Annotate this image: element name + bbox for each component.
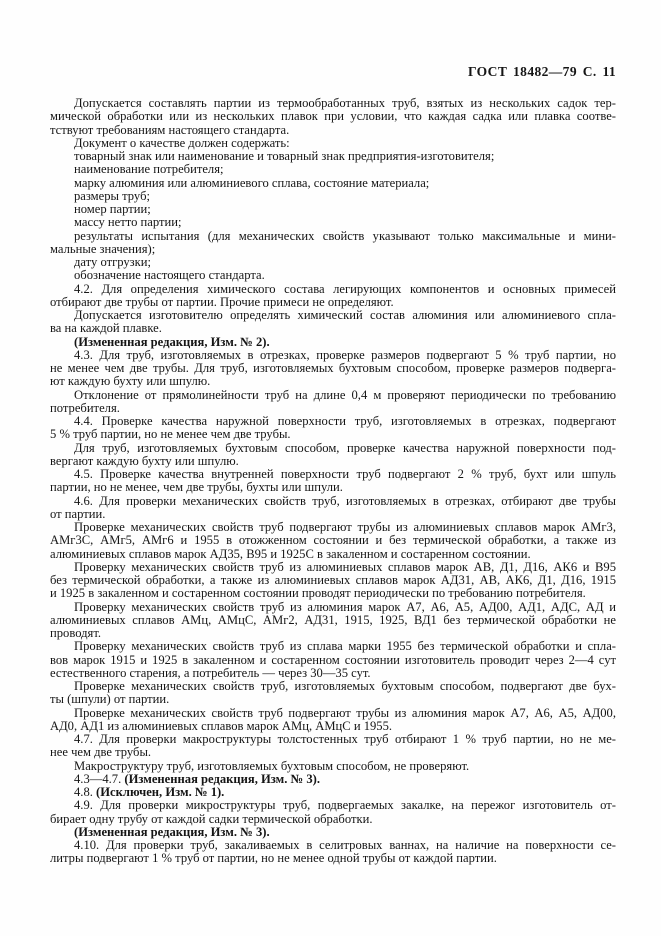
body-text: Допускается составлять партии из термообработанных труб, взятых из нескольких садок тер- <box>74 96 616 110</box>
text-line <box>50 826 616 839</box>
text-line <box>50 389 616 402</box>
text-line <box>50 852 616 865</box>
text-line <box>50 190 616 203</box>
body-text: от партии. <box>50 506 106 521</box>
body-text: 4.3. Для труб, изготовляемых в отрезках, проверке размеров подвергают 5 % труб партии, но <box>74 347 616 362</box>
amendment-note-text: (Исключен, Изм. № 1). <box>96 785 225 799</box>
body-text: 4.8. <box>74 785 97 799</box>
text-line <box>50 216 616 229</box>
body-text: Документ о качестве должен содержать: <box>74 135 290 150</box>
text-line <box>50 455 616 468</box>
body-text: Отклонение от прямолинейности труб на длине 0,4 м проверяют периодически по требованию <box>74 387 616 402</box>
body-text: 4.5. Проверке качества внутренней поверхности труб подвергают 2 % труб, бухт или шпуль <box>74 467 616 481</box>
body-text: номер партии; <box>74 202 151 216</box>
body-text: мальные значения); <box>50 241 156 256</box>
text-line <box>50 243 616 256</box>
body-text: потребителя. <box>50 400 120 415</box>
text-line <box>50 760 616 773</box>
text-line <box>50 375 616 388</box>
text-line <box>50 746 616 759</box>
text-line <box>50 203 616 216</box>
text-line <box>50 680 616 693</box>
amendment-note-text: (Измененная редакция, Изм. № 3). <box>124 771 321 786</box>
body-text: марку алюминия или алюминиевого сплава, состояние материала; <box>74 175 430 190</box>
text-line <box>50 415 616 428</box>
body-text: наименование потребителя; <box>74 162 224 177</box>
body-text: вов марок 1915 и 1925 в закаленном и состаренном состоянии изготовитель проводит через 2—4 сут <box>50 652 616 667</box>
text-line <box>50 773 616 786</box>
text-line <box>50 733 616 746</box>
body-text: ют каждую бухту или шпулю. <box>50 374 211 389</box>
text-line <box>50 693 616 706</box>
text-line <box>50 548 616 561</box>
text-line <box>50 137 616 150</box>
body-text: результаты испытания (для механических свойств указывают только максимальные и мини- <box>74 228 616 243</box>
body-text: дату отгрузки; <box>74 255 152 269</box>
body-text: ты (шпули) от партии. <box>50 692 170 707</box>
body-text: алюминиевых сплавов АМц, АМцС, АМг2, АД31, 1915, 1925, ВД1 без термической обработки не <box>50 612 616 627</box>
text-line <box>50 150 616 163</box>
body-text: Проверку механических свойств труб из сплава марки 1955 без термической обработки и спла- <box>74 639 616 654</box>
body-text: товарный знак или наименование и товарный знак предприятия-изготовителя; <box>74 149 495 163</box>
text-line <box>50 309 616 322</box>
body-text: Проверке механических свойств труб подвергают трубы из алюминия марок А7, А6, А5, АД00, <box>74 705 616 720</box>
text-line <box>50 667 616 680</box>
page-header-gost-number: ГОСТ 18482—79 С. 11 <box>467 64 616 79</box>
body-text: Проверке механических свойств труб, изготовляемых бухтовым способом, подвергают две бух- <box>74 679 616 693</box>
body-text: 4.6. Для проверки механических свойств труб, изготовляемых в отрезках, отбирают две трубы <box>74 493 616 508</box>
text-line <box>50 574 616 587</box>
text-line <box>50 402 616 415</box>
body-text: нее чем две трубы. <box>50 745 152 760</box>
amendment-note-text: (Измененная редакция, Изм. № 2). <box>74 334 270 349</box>
body-text: 4.4. Проверке качества наружной поверхности труб, изготовляемых в отрезках, подвергают <box>74 414 616 428</box>
body-text: 4.10. Для проверки труб, закаливаемых в селитровых ваннах, на наличие на поверхности се- <box>74 838 616 852</box>
text-line <box>50 813 616 826</box>
body-text: обозначение настоящего стандарта. <box>74 268 265 283</box>
text-line <box>50 508 616 521</box>
body-text: АД0, АД1 из алюминиевых сплавов марок АМц, АМцС и 1955. <box>50 718 393 733</box>
text-line <box>50 654 616 667</box>
body-text: 4.2. Для определения химического состава легирующих компонентов и основных примесей <box>74 281 616 296</box>
body-text: бирает одну трубу от каждой садки термической обработки. <box>50 811 373 826</box>
text-line <box>50 124 616 137</box>
text-line <box>50 601 616 614</box>
text-line <box>50 442 616 455</box>
body-text: Проверку механических свойств труб из алюминия марок А7, А6, А5, АД00, АД1, АДС, АД и <box>74 599 616 614</box>
text-line <box>50 256 616 269</box>
text-line <box>50 163 616 176</box>
body-text: литры подвергают 1 % труб от партии, но не менее одной трубы от каждой партии. <box>50 851 497 866</box>
text-line <box>50 786 616 799</box>
body-text: 4.9. Для проверки микроструктуры труб, подвергаемых закалке, на пережог изготовитель от- <box>74 798 616 813</box>
body-text: Проверке механических свойств труб подвергают трубы из алюминиевых сплавов марок АМг3, <box>74 520 616 534</box>
text-line <box>50 349 616 362</box>
body-text: отбирают две трубы от партии. Прочие примеси не определяют. <box>50 294 394 309</box>
body-text: мической обработки или из нескольких плавок при условии, что каждая садка или плавка соотве- <box>50 109 616 124</box>
body-text: партии, но не менее, чем две трубы, бухты или шпули. <box>50 480 343 495</box>
body-text: алюминиевых сплавов марок АД35, В95 и 1925С в закаленном и состаренном состоянии. <box>50 546 531 561</box>
text-line <box>50 534 616 547</box>
body-text: 4.7. Для проверки макроструктуры толстостенных труб отбирают 1 % труб партии, но не ме- <box>74 732 616 746</box>
body-text: без термической обработки, а также из алюминиевых сплавов марок АД31, АВ, АК6, Д1, Д16, 1915 <box>50 573 616 587</box>
text-line <box>50 627 616 640</box>
text-line <box>50 322 616 335</box>
body-text: Проверку механических свойств труб из алюминиевых сплавов марок АВ, Д1, Д16, АК6 и В95 <box>74 559 616 574</box>
text-line <box>50 269 616 282</box>
text-line <box>50 97 616 110</box>
body-text: проводят. <box>50 626 102 640</box>
body-text: Для труб, изготовляемых бухтовым способом, проверке качества наружной поверхности под- <box>74 440 616 455</box>
text-line <box>50 707 616 720</box>
body-text: ва на каждой плавке. <box>50 321 162 336</box>
text-line <box>50 110 616 123</box>
text-line <box>50 468 616 481</box>
text-line <box>50 839 616 852</box>
text-line <box>50 362 616 375</box>
document-body <box>50 97 616 866</box>
text-line <box>50 587 616 600</box>
text-line <box>50 614 616 627</box>
body-text: 4.3—4.7. <box>74 771 125 786</box>
text-line <box>50 481 616 494</box>
text-line <box>50 336 616 349</box>
text-line <box>50 230 616 243</box>
body-text: массу нетто партии; <box>74 215 182 230</box>
text-line <box>50 177 616 190</box>
body-text: размеры труб; <box>74 188 150 203</box>
text-line <box>50 283 616 296</box>
body-text: Макроструктуру труб, изготовляемых бухтовым способом, не проверяют. <box>74 758 470 773</box>
text-line <box>50 428 616 441</box>
text-line <box>50 799 616 812</box>
text-line <box>50 561 616 574</box>
body-text: АМг3С, АМг5, АМг6 и 1955 в отожженном состоянии и без термической обработки, а также из <box>50 533 616 548</box>
text-line <box>50 720 616 733</box>
text-line <box>50 521 616 534</box>
text-line <box>50 296 616 309</box>
body-text: и 1925 в закаленном и состаренном состоянии проводят периодически по требованию потребителя. <box>50 586 586 601</box>
body-text: 5 % труб партии, но не менее чем две трубы. <box>50 427 291 442</box>
body-text: не менее чем две трубы. Для труб, изготовляемых бухтовым способом, проверке размеров подверга- <box>50 361 616 375</box>
text-line <box>50 640 616 653</box>
text-line <box>50 495 616 508</box>
amendment-note-text: (Измененная редакция, Изм. № 3). <box>74 824 270 839</box>
body-text: тствуют требованиям настоящего стандарта. <box>50 122 290 137</box>
body-text: естественного старения, а потребитель — через 30—35 сут. <box>50 665 371 680</box>
body-text: вергают каждую бухту или шпулю. <box>50 453 239 468</box>
body-text: Допускается изготовителю определять химический состав алюминия или алюминиевого спла- <box>74 308 616 322</box>
